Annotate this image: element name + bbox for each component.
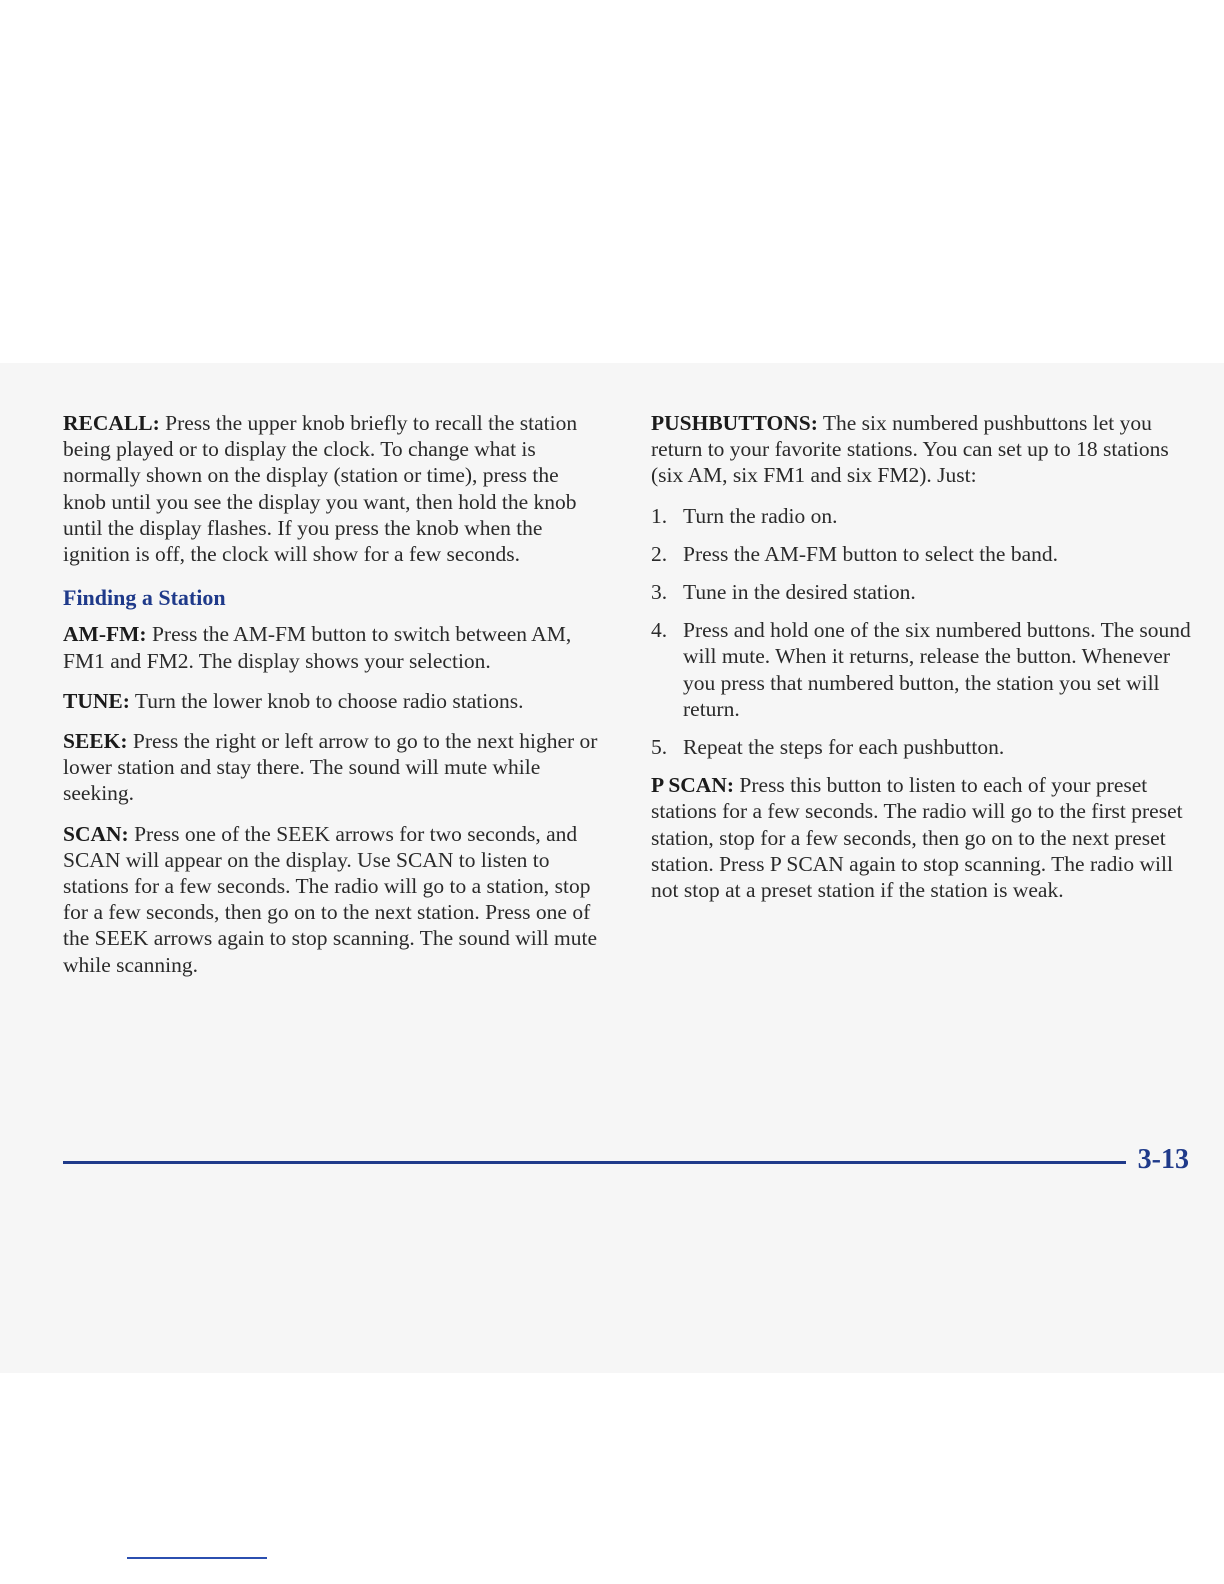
recall-term: RECALL:: [63, 411, 160, 435]
am-fm-paragraph: [63, 621, 603, 673]
step-text: Repeat the steps for each pushbutton.: [683, 735, 1005, 760]
am-fm-term: AM-FM:: [63, 622, 147, 647]
step-text: Turn the radio on.: [683, 503, 838, 528]
scan-paragraph: [63, 821, 603, 978]
step-text: Tune in the desired station.: [683, 580, 916, 605]
tune-text: Turn the lower knob to choose radio stations.: [129, 688, 524, 713]
pushbutton-steps-list: [651, 503, 1203, 761]
step-number: 2.: [651, 541, 668, 566]
step-number: 3.: [651, 580, 668, 605]
tune-term: TUNE:: [63, 688, 130, 713]
step-text: Press the AM-FM button to select the band.: [683, 541, 1059, 566]
p-scan-term: P SCAN:: [651, 773, 735, 798]
step-text: Press and hold one of the six numbered buttons. The sound will mute. When it returns, release the button. Whenever you press that numbered button, the station you set will return.: [683, 618, 1191, 721]
pushbuttons-paragraph: [651, 410, 1203, 489]
list-item: [651, 579, 1203, 605]
recall-text: Press the upper knob briefly to recall the station being played or to display the clock. To change what is normally shown on the display (station or time), press the knob until you see the display you want, then hold the knob until the display flashes. If you press the knob when the ignition is off, the clock will show for a few seconds.: [63, 411, 578, 567]
list-item: [651, 617, 1203, 722]
step-number: 1.: [651, 503, 668, 528]
pushbuttons-text: The six numbered pushbuttons let you return to your favorite stations. You can set up to 18 stations (six AM, six FM1 and six FM2). Just:: [651, 411, 1169, 488]
tune-paragraph: [63, 688, 603, 714]
scan-text: Press one of the SEEK arrows for two seconds, and SCAN will appear on the display. Use SCAN to listen to stations for a few seconds. The radio will go to a station, stop for a few seconds, then go on to the next station. Press one of the SEEK arrows again to stop scanning. The sound will mute while scanning.: [63, 821, 598, 977]
am-fm-text: Press the AM-FM button to switch between AM, FM1 and FM2. The display shows your selection.: [63, 622, 572, 673]
p-scan-text: Press this button to listen to each of your preset stations for a few seconds. The radio will go to the first preset station, stop for a few seconds, then go on to the next preset station. Press P SCAN again to stop scanning. The radio will not stop at a preset station if the station is weak.: [651, 773, 1183, 903]
footer-rule: [63, 1161, 1126, 1164]
left-column: [63, 410, 603, 992]
section-heading-finding-a-station: Finding a Station: [63, 585, 226, 611]
pushbuttons-term: PUSHBUTTONS:: [651, 411, 818, 435]
recall-paragraph: [63, 410, 603, 567]
seek-paragraph: [63, 728, 603, 807]
step-number: 5.: [651, 735, 668, 760]
list-item: [651, 503, 1203, 529]
step-number: 4.: [651, 618, 668, 643]
right-column: [651, 410, 1203, 917]
page-number: 3-13: [1137, 1144, 1189, 1175]
bottom-divider: [127, 1557, 267, 1559]
scan-term: SCAN:: [63, 821, 129, 846]
list-item: [651, 734, 1203, 760]
seek-text: Press the right or left arrow to go to the next higher or lower station and stay there. The sound will mute while seeking.: [63, 729, 598, 806]
seek-term: SEEK:: [63, 729, 128, 754]
list-item: [651, 541, 1203, 567]
p-scan-paragraph: [651, 772, 1203, 903]
